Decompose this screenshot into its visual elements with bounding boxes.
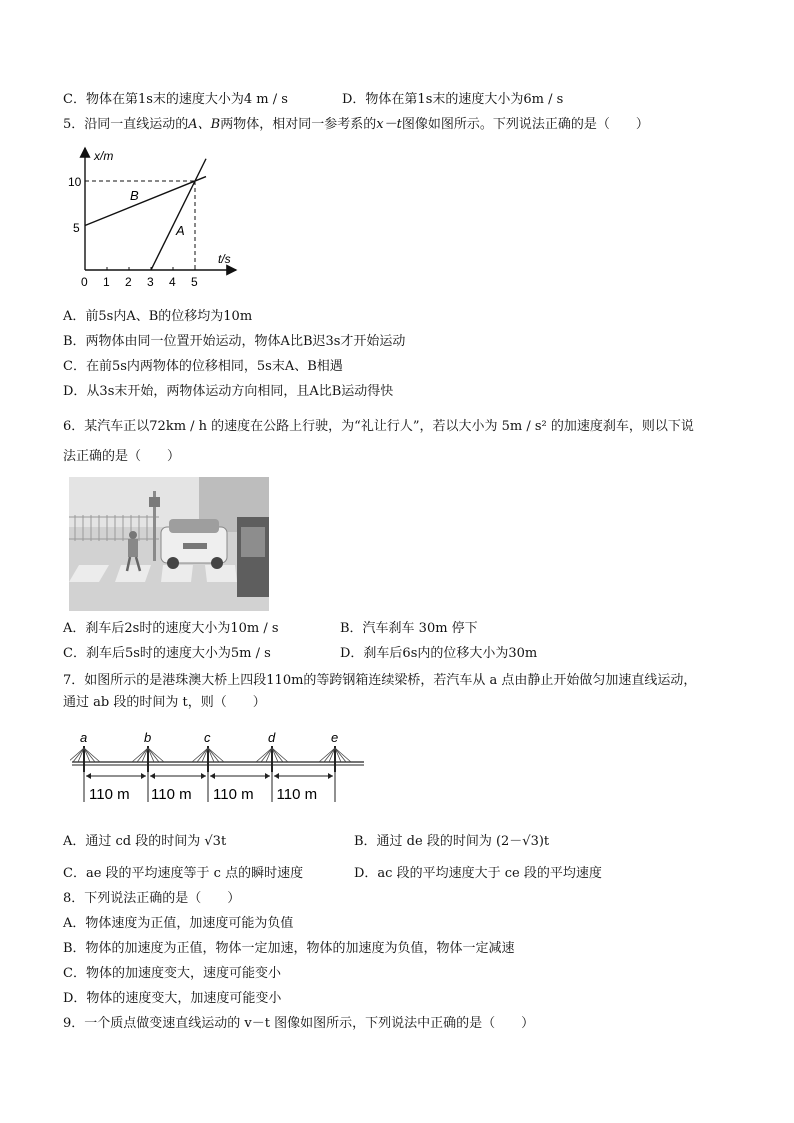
- q9-stem: 9．一个质点做变速直线运动的 v－t 图像如图所示，下列说法中正确的是（ ）: [63, 1016, 535, 1031]
- y-tick-10: 10: [68, 175, 82, 189]
- q7-option-c: C．ae 段的平均速度等于 c 点的瞬时速度: [63, 866, 304, 881]
- point-label-c: c: [204, 730, 211, 745]
- point-label-a: a: [80, 730, 88, 745]
- x-tick-2: 2: [125, 275, 132, 289]
- x-axis-label: t/s: [218, 252, 231, 266]
- span-dimension-2: [150, 773, 206, 803]
- q8-option-c: C．物体的加速度变大，速度可能变小: [63, 966, 281, 981]
- series-label-a: A: [176, 223, 185, 238]
- span-dimension-4: [274, 773, 333, 803]
- series-line-a: [151, 159, 206, 270]
- q6-option-b: B．汽车刹车 30m 停下: [340, 621, 478, 636]
- q8-option-a: A．物体速度为正值，加速度可能为负值: [63, 916, 294, 931]
- q7-option-d: D．ac 段的平均速度大于 ce 段的平均速度: [354, 866, 602, 881]
- q6-option-a: A．刹车后2s时的速度大小为10m / s: [63, 621, 279, 636]
- xt-chart: [68, 143, 253, 293]
- q4-option-d: D．物体在第1s末的速度大小为6m / s: [342, 92, 564, 107]
- bridge-tower-e: [319, 746, 351, 802]
- q8-option-b: B．物体的加速度为正值，物体一定加速，物体的加速度为负值，物体一定减速: [63, 941, 515, 956]
- q6-option-c: C．刹车后5s时的速度大小为5m / s: [63, 646, 271, 661]
- q6-stem-line1: 6．某汽车正以72km / h 的速度在公路上行驶，为“礼让行人”，若以大小为 5m / s² 的加速度刹车，则以下说: [63, 419, 694, 434]
- span-dimension-1: [86, 773, 146, 803]
- x-tick-3: 3: [147, 275, 154, 289]
- point-label-e: e: [331, 730, 339, 745]
- q5-option-a: A．前5s内A、B的位移均为10m: [63, 309, 253, 324]
- y-tick-5: 5: [73, 221, 80, 235]
- q7-stem-line1: 7．如图所示的是港珠澳大桥上四段110m的等跨钢箱连续梁桥，若汽车从 a 点由静止开始做匀加速直线运动，: [63, 673, 697, 688]
- point-label-b: b: [144, 730, 152, 745]
- y-axis-label: x/m: [94, 149, 114, 163]
- point-label-d: d: [268, 730, 276, 745]
- span-dimension-3: [210, 773, 270, 803]
- x-tick-0: 0: [81, 275, 88, 289]
- q5-stem: 5．沿同一直线运动的A、B两物体，相对同一参考系的x－t图像如图所示。下列说法正确的是（ ）: [63, 117, 649, 132]
- q4-option-c: C．物体在第1s末的速度大小为4 m / s: [63, 92, 288, 107]
- span-label-1: 110 m: [89, 786, 130, 803]
- q7-option-a: A．通过 cd 段的时间为 √3t: [63, 834, 227, 849]
- span-label-3: 110 m: [213, 786, 254, 803]
- q5-option-d: D．从3s末开始，两物体运动方向相同，且A比B运动得快: [63, 384, 394, 399]
- bridge-diagram: [70, 728, 370, 806]
- x-tick-1: 1: [103, 275, 110, 289]
- q8-stem: 8．下列说法正确的是（ ）: [63, 891, 241, 906]
- q5-option-c: C．在前5s内两物体的位移相同，5s末A、B相遇: [63, 359, 343, 374]
- q7-stem-line2: 通过 ab 段的时间为 t，则（ ）: [63, 695, 266, 710]
- span-label-2: 110 m: [151, 786, 192, 803]
- q6-option-d: D．刹车后6s内的位移大小为30m: [340, 646, 538, 661]
- series-line-b: [85, 177, 206, 226]
- q5-option-b: B．两物体由同一位置开始运动，物体A比B迟3s才开始运动: [63, 334, 406, 349]
- x-tick-5: 5: [191, 275, 198, 289]
- q6-stem-line2: 法正确的是（ ）: [63, 449, 181, 464]
- q7-option-b: B．通过 de 段的时间为 (2－√3)t: [354, 834, 550, 849]
- x-tick-4: 4: [169, 275, 176, 289]
- span-label-4: 110 m: [276, 786, 318, 803]
- series-label-b: B: [130, 188, 139, 203]
- crosswalk-photo: [69, 477, 269, 611]
- q8-option-d: D．物体的速度变大，加速度可能变小: [63, 991, 282, 1006]
